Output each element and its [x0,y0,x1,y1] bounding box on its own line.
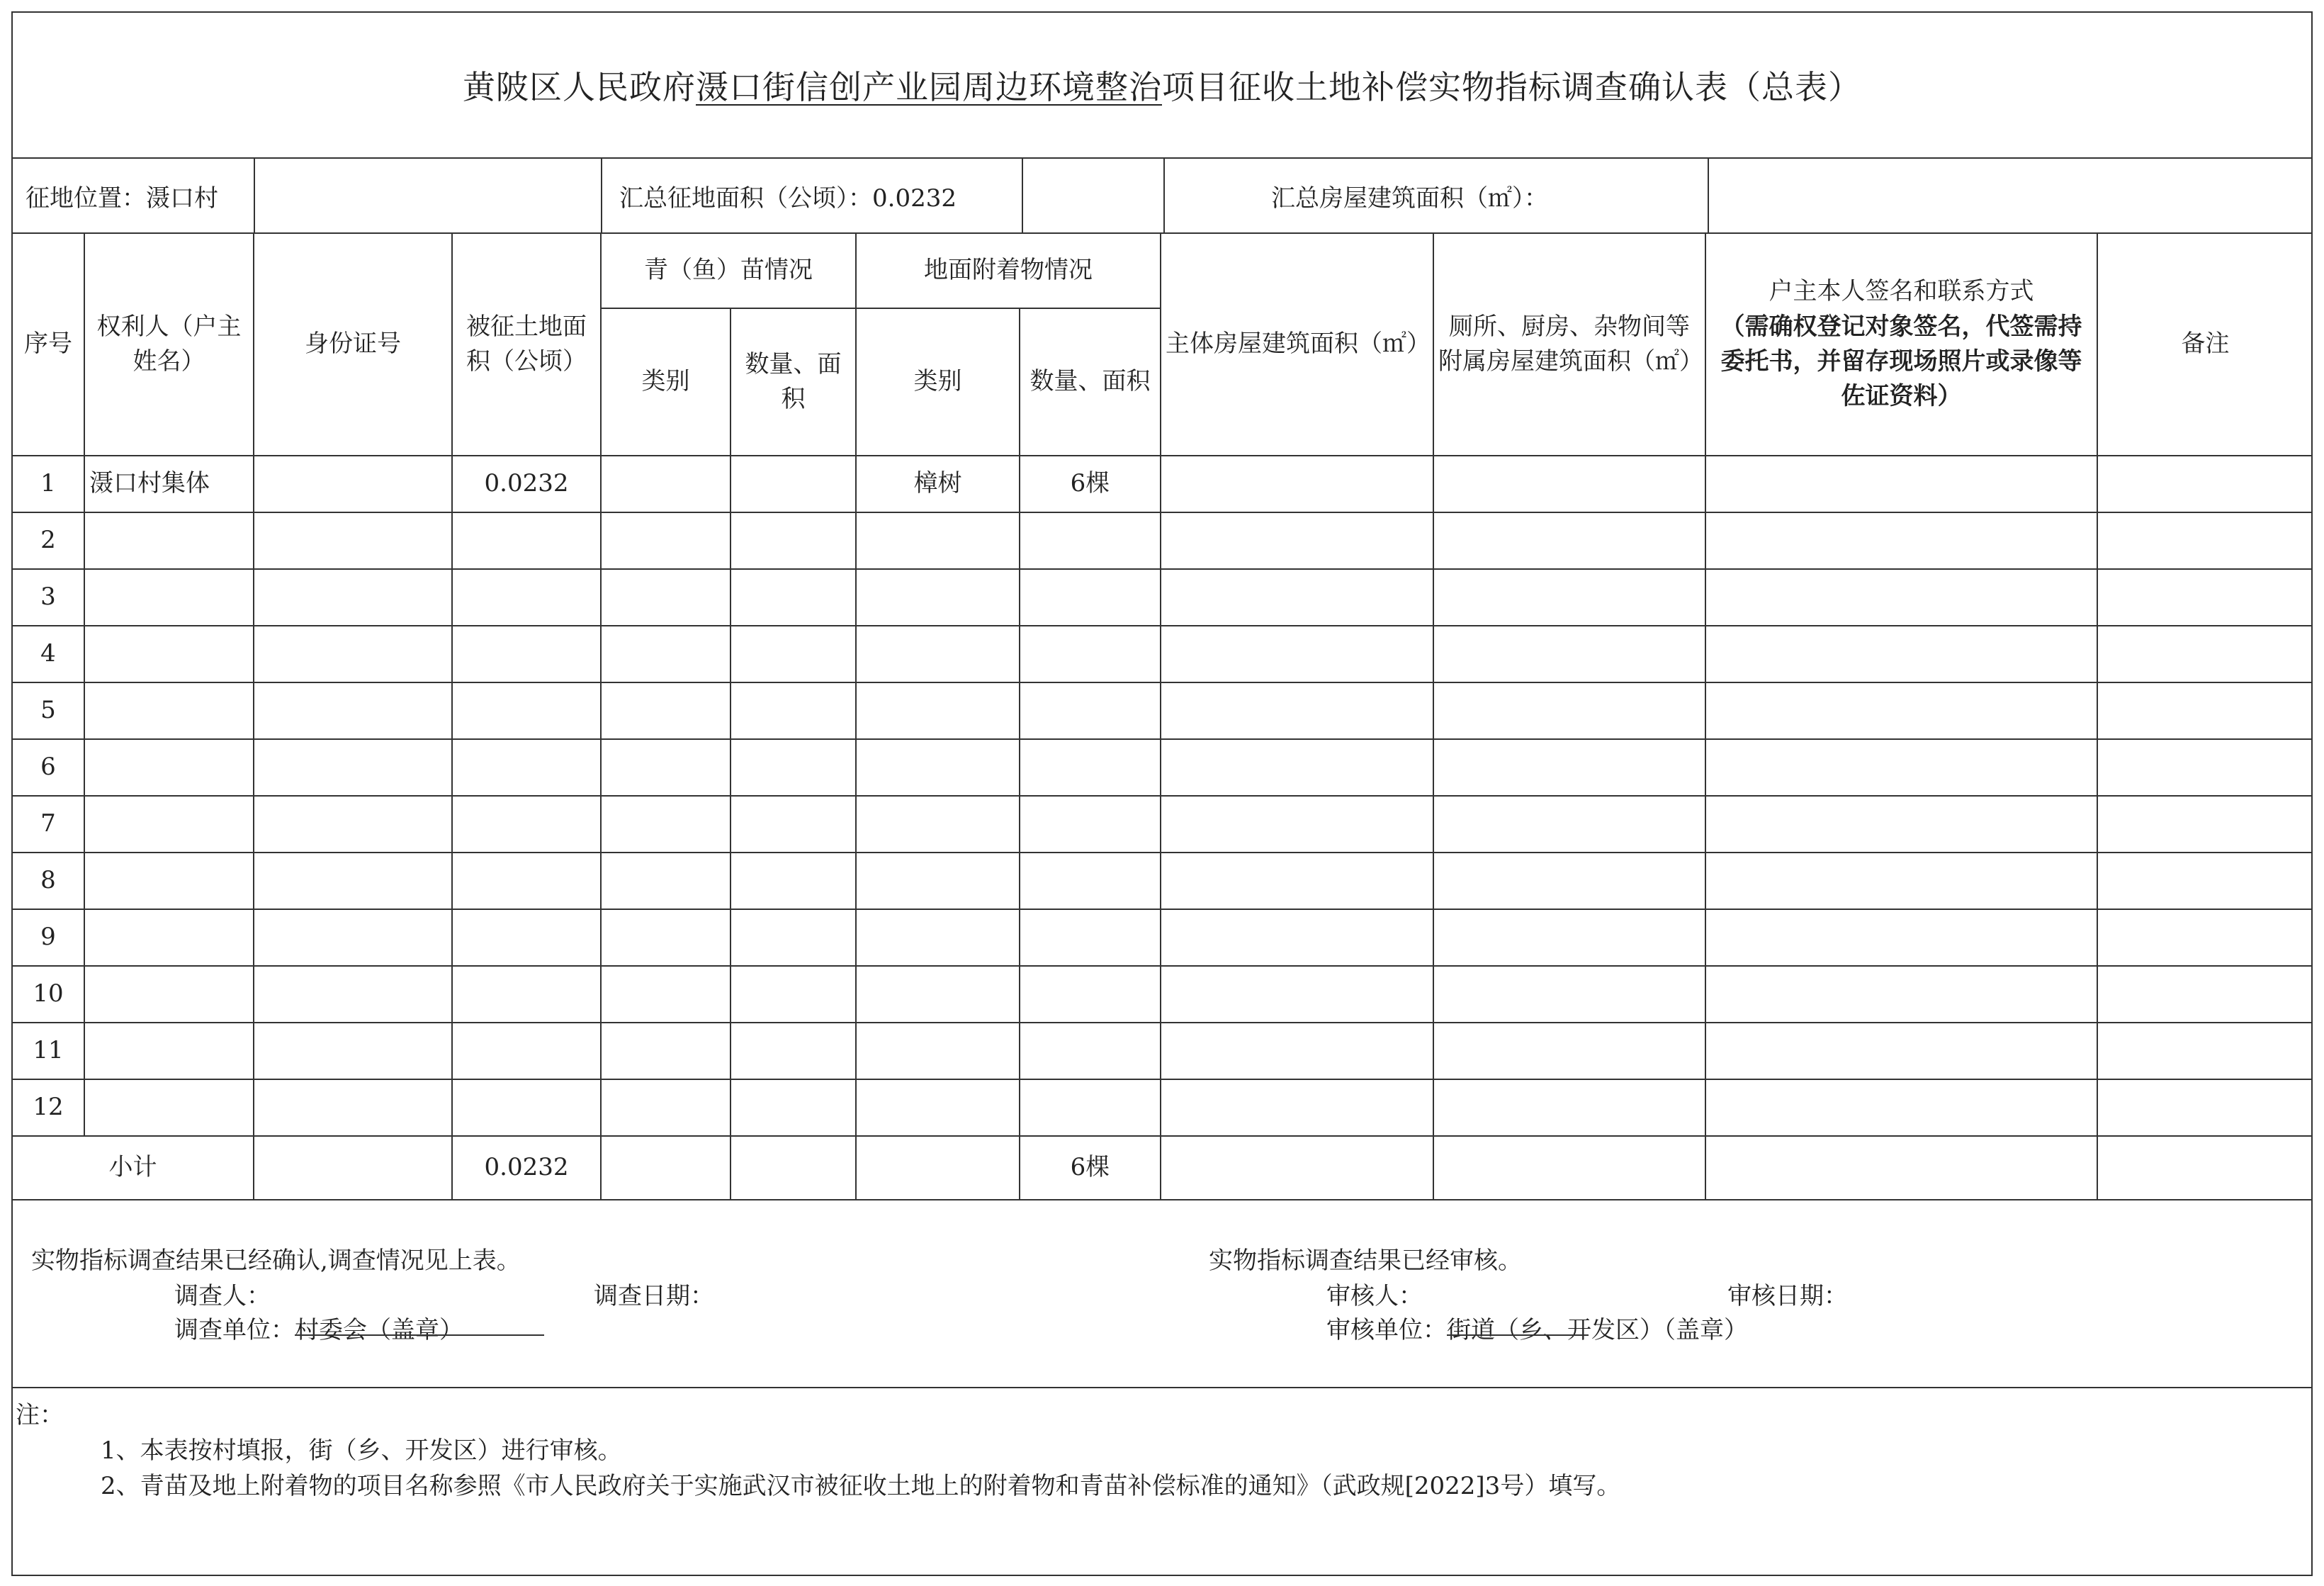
village-signature-blank[interactable] [295,1310,544,1336]
land-location: 征地位置：滠口村 [26,184,218,213]
table-row [13,909,2313,966]
header-remarks: 备注 [2097,234,2313,456]
table-row [13,626,2313,682]
cell-seq: 2 [13,512,84,569]
review-statement: 实物指标调查结果已经审核。 [1209,1247,1522,1275]
table-row [13,569,2313,626]
cell-seq: 4 [13,626,84,682]
header-attachments: 地面附着物情况 [856,234,1161,308]
header-crop-category: 类别 [601,308,731,456]
cell-id [254,456,452,512]
investigate-unit-label: 调查单位： [174,1316,295,1344]
notes-label: 注： [16,1401,64,1429]
table-row [13,853,2313,909]
signature-note: （需确权登记对象签名，代签需持委托书，并留存现场照片或录像等佐证资料） [1720,312,2082,411]
title-prefix: 黄陂区人民政府 [463,68,696,106]
table-row [13,966,2313,1023]
street-signature-blank[interactable] [1447,1310,1589,1336]
cell-seq: 1 [13,456,84,512]
table-row [13,796,2313,853]
cell-seq: 6 [13,739,84,796]
table-row [13,1079,2313,1136]
reviewer-label: 审核人： [1326,1282,1423,1310]
title-project: 滠口街信创产业园周边环境整治 [696,68,1162,106]
cell-seq: 12 [13,1079,84,1136]
cell-seq: 7 [13,796,84,853]
survey-statement: 实物指标调查结果已经确认,调查情况见上表。 [31,1247,521,1275]
form-title [13,13,2311,159]
table-row [13,1023,2313,1079]
header-seq: 序号 [13,234,84,456]
note-item: 1、本表按村填报，街（乡、开发区）进行审核。 [101,1436,622,1465]
header-owner: 权利人（户主姓名） [84,234,254,456]
review-unit-line [1326,1310,1748,1345]
table-row [13,739,2313,796]
total-land-area: 汇总征地面积（公顷）：0.0232 [619,184,957,213]
note-item: 2、青苗及地上附着物的项目名称参照《市人民政府关于实施武汉市被征收土地上的附着物和青苗补偿标准的通知》（武政规[2022]3号）填写。 [101,1472,1621,1500]
cell-att-type: 樟树 [856,456,1020,512]
cell-seq: 11 [13,1023,84,1079]
cell-seq: 8 [13,853,84,909]
header-signature [1705,234,2097,456]
header-att-category: 类别 [856,308,1020,456]
cell-seq: 9 [13,909,84,966]
table-row [13,682,2313,739]
survey-table [13,234,2313,1200]
subtotal-row [13,1136,2313,1200]
total-house-area: 汇总房屋建筑面积（㎡）： [1271,184,1548,213]
cell-seq: 3 [13,569,84,626]
investigator-label: 调查人： [174,1282,271,1310]
cell-crop-qty [731,456,856,512]
cell-att-qty: 6棵 [1020,456,1161,512]
header-main-house: 主体房屋建筑面积（㎡） [1161,234,1433,456]
cell-crop-type [601,456,731,512]
header-id: 身份证号 [254,234,452,456]
table-row [13,456,2313,512]
cell-owner: 滠口村集体 [84,456,254,512]
investigate-date-label: 调查日期： [594,1282,714,1310]
signature-title: 户主本人签名和联系方式 [1769,277,2034,306]
header-crop-quantity: 数量、面积 [731,308,856,456]
street-seal-label: 街道（乡、开发区）（盖章） [1447,1316,1748,1344]
subtotal-att-qty: 6棵 [1020,1136,1161,1200]
survey-form [11,11,2313,1576]
subtotal-label: 小计 [13,1136,254,1200]
header-crops: 青（鱼）苗情况 [601,234,856,308]
cell-seq: 10 [13,966,84,1023]
cell-land-area: 0.0232 [452,456,601,512]
village-seal-label: 村委会（盖章） [295,1316,463,1344]
header-aux-house: 厕所、厨房、杂物间等附属房屋建筑面积（㎡） [1433,234,1705,456]
review-date-label: 审核日期： [1727,1282,1848,1310]
cell-seq: 5 [13,682,84,739]
header-att-quantity: 数量、面积 [1020,308,1161,456]
review-unit-label: 审核单位： [1326,1316,1447,1344]
investigate-unit-line [174,1310,463,1345]
confirmation-section [13,1204,2311,1388]
summary-row [13,159,2311,234]
subtotal-land-area: 0.0232 [452,1136,601,1200]
header-land-area: 被征土地面积（公顷） [452,234,601,456]
title-suffix: 项目征收土地补偿实物指标调查确认表（总表） [1162,68,1861,106]
table-row [13,512,2313,569]
